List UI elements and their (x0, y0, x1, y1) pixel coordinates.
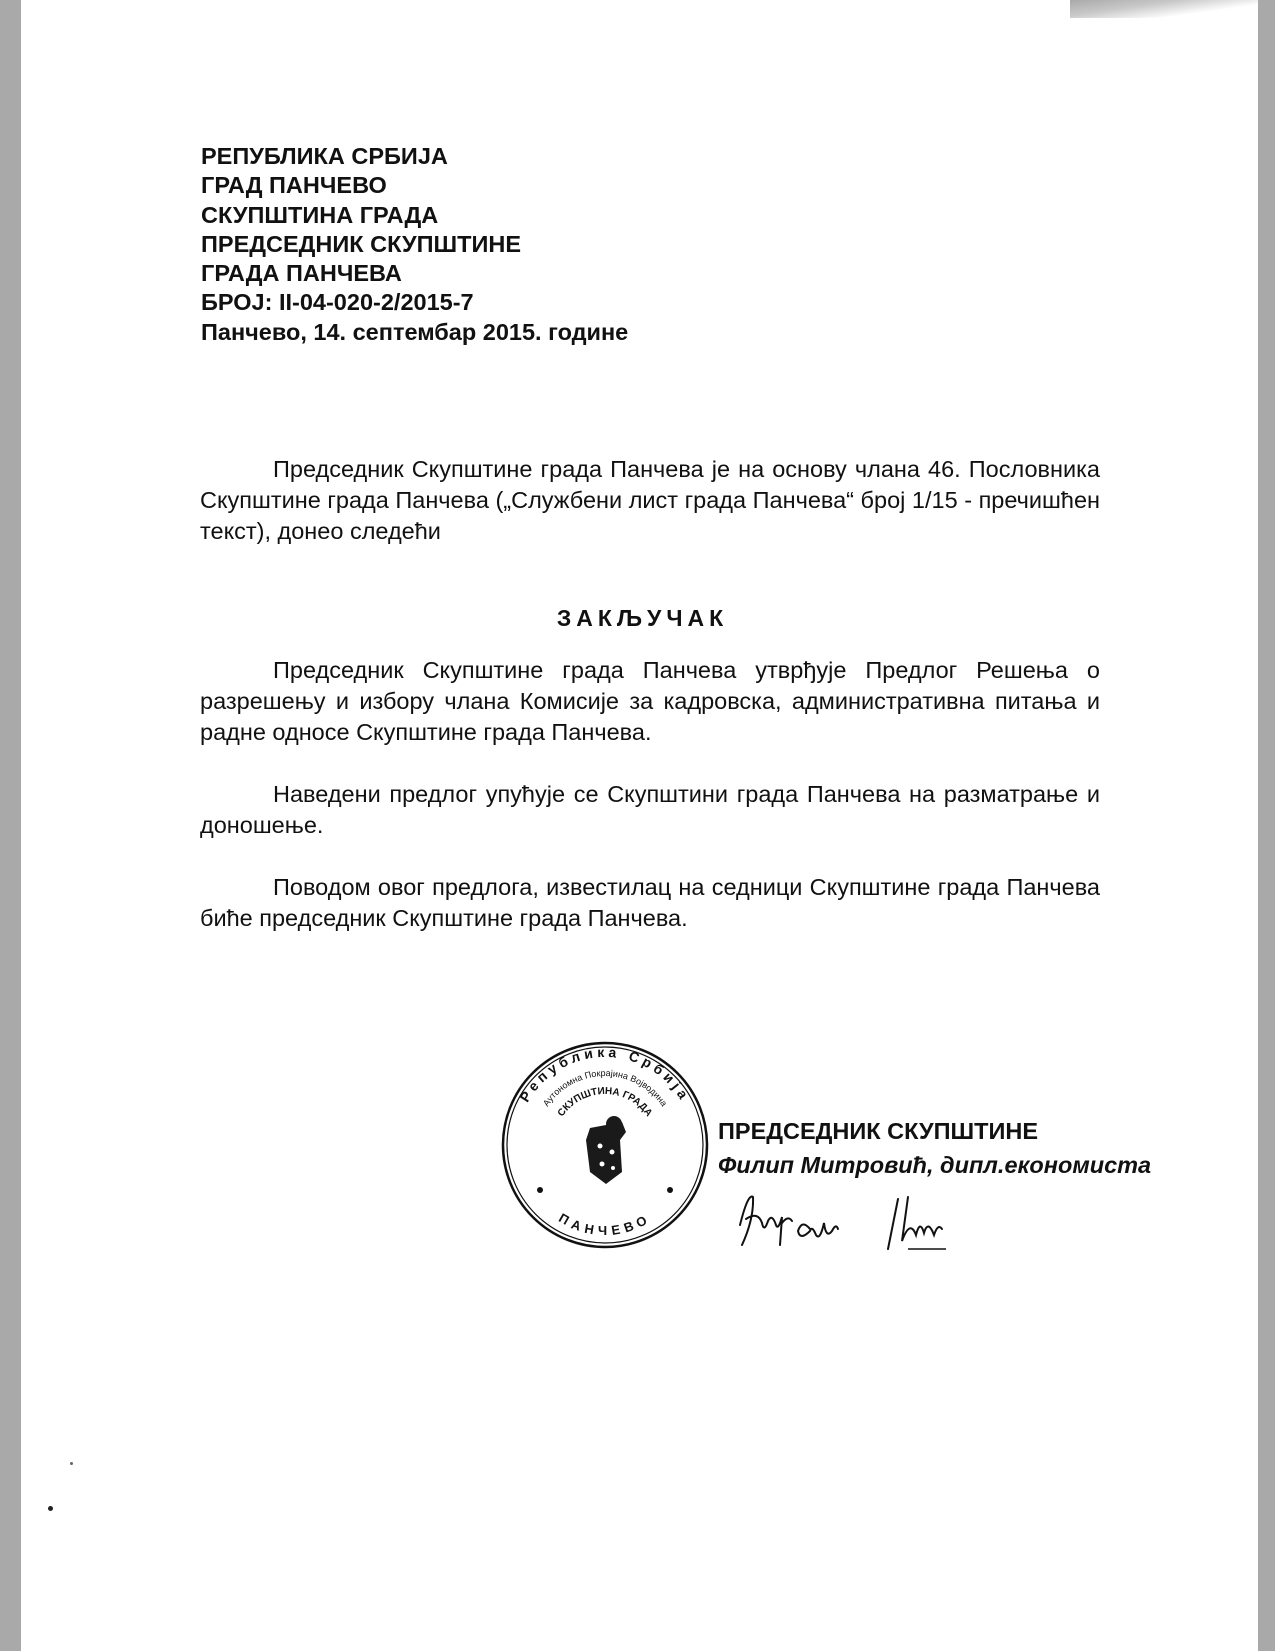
stamp-outer-text: Република Србија (516, 1043, 694, 1105)
preamble-paragraph: Председник Скупштине града Панчева је на основу члана 46. Пословника Скупштине града Панчева („Службени лист града Панчева“ број 1/15 - пречишћен текст), донео следећи (200, 456, 1100, 544)
scan-speck (48, 1506, 53, 1511)
header-president: ПРЕДСЕДНИК СКУПШТИНЕ (201, 230, 522, 257)
stamp-star-left (537, 1187, 543, 1193)
body-paragraph-3: Поводом овог предлога, известилац на седници Скупштине града Панчева биће председник Скупштине града Панчева. (200, 874, 1100, 931)
body-block (200, 655, 1100, 934)
scan-speck (70, 1462, 73, 1465)
document-title: ЗАКЉУЧАК (556, 605, 729, 631)
preamble-block (200, 454, 1100, 547)
header-place-date: Панчево, 14. септембар 2015. године (201, 318, 629, 345)
signatory-name: Филип Митровић, дипл.економиста (718, 1152, 1152, 1178)
document-header (201, 142, 628, 347)
header-country: РЕПУБЛИКА СРБИЈА (201, 143, 448, 169)
header-of-city: ГРАДА ПАНЧЕВА (201, 260, 402, 287)
header-reference-number: БРОЈ: II-04-020-2/2015-7 (201, 289, 474, 316)
stamp-center-text: СКУПШТИНА ГРАДА (555, 1085, 655, 1119)
scan-border-right (1258, 0, 1275, 1651)
stamp-bottom-text: ПАНЧЕВО (556, 1210, 654, 1239)
handwritten-signature (718, 1185, 998, 1275)
body-paragraph-2: Наведени предлог упућује се Скупштини града Панчева на разматрање и доношење. (200, 781, 1100, 838)
scan-border-left (0, 0, 21, 1651)
official-stamp (500, 1040, 710, 1250)
header-assembly: СКУПШТИНА ГРАДА (201, 201, 439, 228)
header-city: ГРАД ПАНЧЕВО (201, 172, 387, 199)
body-paragraph-1: Председник Скупштине града Панчева утврђује Предлог Решења о разрешењу и избору члана Комисије за кадровска, административна питања и радне односе Скупштине града Панчева. (200, 657, 1100, 745)
stamp-inner-text: Аутономна Покрајина Војводина (540, 1067, 670, 1109)
scan-border-top-corner (1070, 0, 1258, 18)
stamp-star-right (667, 1187, 673, 1193)
coat-of-arms-icon (586, 1116, 626, 1184)
signatory-title: ПРЕДСЕДНИК СКУПШТИНЕ (718, 1118, 1039, 1144)
